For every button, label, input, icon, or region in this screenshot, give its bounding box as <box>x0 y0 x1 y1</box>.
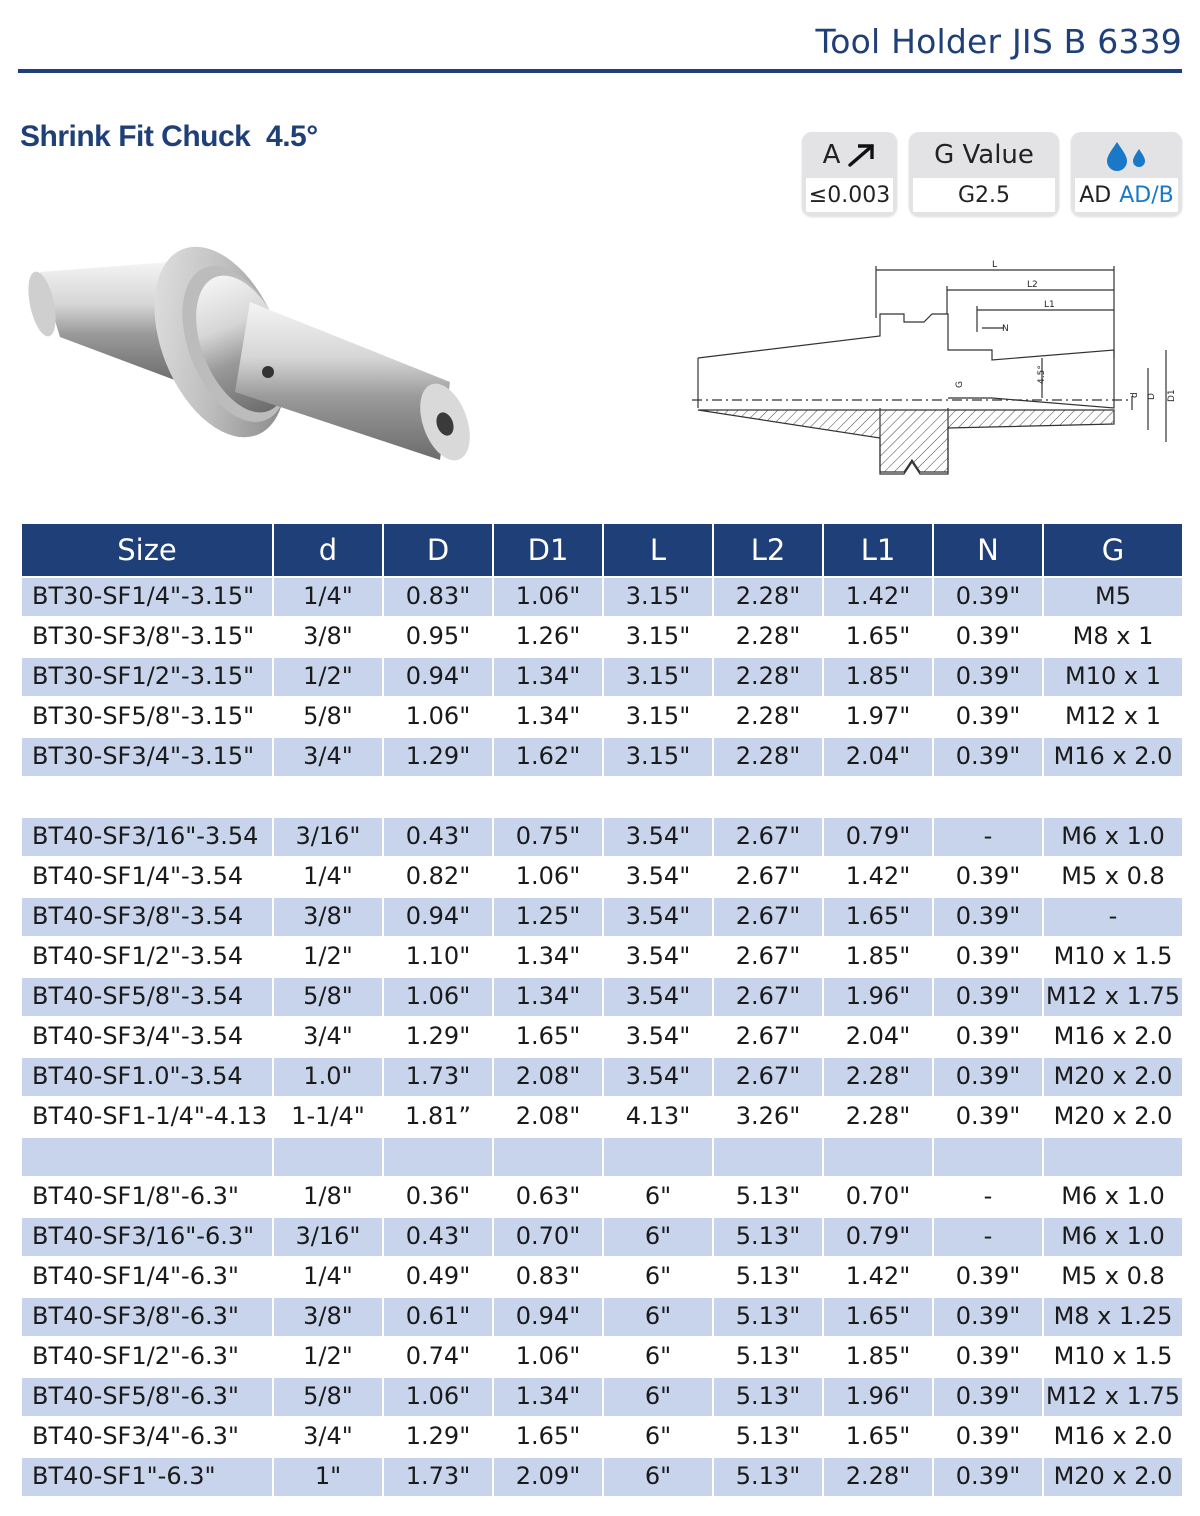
table-cell-l: 3.54" <box>603 937 713 977</box>
table-cell-d1: 1.26" <box>493 617 603 657</box>
table-cell-l <box>603 1137 713 1177</box>
drawing-label-l1: L1 <box>1044 300 1055 310</box>
table-cell-d: 3/4" <box>273 737 383 777</box>
drawing-label-d-small: d <box>1130 392 1140 398</box>
spec-table <box>22 524 1182 1496</box>
table-cell-l2: 5.13" <box>713 1177 823 1217</box>
table-cell-g: M6 x 1.0 <box>1043 1177 1182 1217</box>
table-cell-l: 6" <box>603 1217 713 1257</box>
table-cell-n <box>933 1137 1043 1177</box>
table-cell-d1: 1.65" <box>493 1417 603 1457</box>
table-cell-g: M5 x 0.8 <box>1043 857 1182 897</box>
table-cell-n: - <box>933 817 1043 857</box>
table-cell-n: 0.39" <box>933 617 1043 657</box>
table-row <box>22 817 1182 857</box>
spec-box-runout-value: ≤0.003 <box>806 178 893 212</box>
table-cell-size: BT40-SF5/8"-6.3" <box>22 1377 273 1417</box>
table-cell-g: M10 x 1.5 <box>1043 937 1182 977</box>
table-cell-n <box>933 777 1043 817</box>
table-cell-l2: 3.26" <box>713 1097 823 1137</box>
table-cell-l: 3.54" <box>603 1057 713 1097</box>
table-cell-d <box>273 777 383 817</box>
table-cell-d: 3/8" <box>273 897 383 937</box>
table-cell-g: M20 x 2.0 <box>1043 1057 1182 1097</box>
table-cell-l: 3.15" <box>603 577 713 617</box>
drawing-label-l2: L2 <box>1027 280 1038 290</box>
table-cell-l2: 2.67" <box>713 937 823 977</box>
table-row <box>22 1337 1182 1377</box>
table-cell-l2: 2.28" <box>713 577 823 617</box>
table-cell-d: 3/4" <box>273 1417 383 1457</box>
table-row <box>22 1297 1182 1337</box>
table-cell-d: 1.06" <box>383 977 493 1017</box>
table-cell-g: M16 x 2.0 <box>1043 737 1182 777</box>
table-cell-d: 0.83" <box>383 577 493 617</box>
table-cell-size: BT30-SF3/8"-3.15" <box>22 617 273 657</box>
table-cell-l1: 2.04" <box>823 737 933 777</box>
table-cell-d1: 1.65" <box>493 1017 603 1057</box>
table-cell-d1: 1.62" <box>493 737 603 777</box>
table-cell-l1: 1.96" <box>823 977 933 1017</box>
table-row <box>22 857 1182 897</box>
table-cell-d1: 1.06" <box>493 857 603 897</box>
spec-box-coolant-head <box>1071 132 1182 178</box>
table-cell-g: M10 x 1.5 <box>1043 1337 1182 1377</box>
table-cell-g <box>1043 1137 1182 1177</box>
table-cell-d: 1/4" <box>273 857 383 897</box>
table-cell-g: M16 x 2.0 <box>1043 1417 1182 1457</box>
table-cell-l2 <box>713 777 823 817</box>
table-cell-l: 3.15" <box>603 697 713 737</box>
table-row <box>22 697 1182 737</box>
table-cell-size: BT40-SF1.0"-3.54 <box>22 1057 273 1097</box>
table-cell-d: 1/4" <box>273 577 383 617</box>
table-cell-n: 0.39" <box>933 1257 1043 1297</box>
table-cell-d: 0.43" <box>383 817 493 857</box>
runout-arrow-icon <box>846 142 876 168</box>
table-row <box>22 937 1182 977</box>
table-cell-size <box>22 1137 273 1177</box>
table-cell-l2: 2.67" <box>713 977 823 1017</box>
table-row <box>22 1137 1182 1177</box>
table-cell-g: M5 <box>1043 577 1182 617</box>
table-cell-size: BT40-SF1-1/4"-4.13 <box>22 1097 273 1137</box>
table-cell-d: 1.06" <box>383 1377 493 1417</box>
table-cell-l2: 2.67" <box>713 1017 823 1057</box>
table-cell-l1: 2.04" <box>823 1017 933 1057</box>
spec-box-g-value-value: G2.5 <box>913 178 1055 212</box>
table-cell-d: 1.29" <box>383 1417 493 1457</box>
column-header-n: N <box>933 524 1043 577</box>
table-row <box>22 737 1182 777</box>
coolant-value-accent: AD/B <box>1119 182 1174 208</box>
table-cell-l1 <box>823 1137 933 1177</box>
table-cell-d: 1.29" <box>383 737 493 777</box>
table-cell-l: 3.54" <box>603 897 713 937</box>
table-cell-l1: 1.65" <box>823 1297 933 1337</box>
table-cell-l: 3.54" <box>603 857 713 897</box>
table-cell-l2: 2.28" <box>713 657 823 697</box>
table-cell-n: 0.39" <box>933 1457 1043 1496</box>
table-row <box>22 1017 1182 1057</box>
table-cell-l2: 5.13" <box>713 1457 823 1496</box>
table-cell-size: BT40-SF3/16"-3.54 <box>22 817 273 857</box>
table-cell-d: 0.82" <box>383 857 493 897</box>
table-cell-size: BT30-SF3/4"-3.15" <box>22 737 273 777</box>
table-cell-d1: 1.25" <box>493 897 603 937</box>
table-cell-l: 6" <box>603 1297 713 1337</box>
table-cell-l: 3.15" <box>603 657 713 697</box>
table-row <box>22 1377 1182 1417</box>
table-cell-d1: 0.94" <box>493 1297 603 1337</box>
table-cell-size: BT40-SF3/8"-3.54 <box>22 897 273 937</box>
table-cell-n: 0.39" <box>933 1017 1043 1057</box>
product-title: Shrink Fit Chuck 4.5° <box>20 120 318 153</box>
table-cell-l2: 2.67" <box>713 857 823 897</box>
table-cell-size: BT40-SF1/2"-6.3" <box>22 1337 273 1377</box>
table-cell-g: M20 x 2.0 <box>1043 1457 1182 1496</box>
table-cell-size: BT40-SF1/8"-6.3" <box>22 1177 273 1217</box>
table-cell-d: 3/4" <box>273 1017 383 1057</box>
table-cell-g: M6 x 1.0 <box>1043 817 1182 857</box>
table-cell-n: 0.39" <box>933 737 1043 777</box>
table-cell-n: 0.39" <box>933 697 1043 737</box>
spec-box-coolant <box>1071 132 1182 216</box>
table-cell-n: 0.39" <box>933 1097 1043 1137</box>
column-header-g: G <box>1043 524 1182 577</box>
table-cell-n: - <box>933 1177 1043 1217</box>
table-cell-d: 1.06" <box>383 697 493 737</box>
table-cell-g: M20 x 2.0 <box>1043 1097 1182 1137</box>
drawing-label-l: L <box>992 260 998 270</box>
table-cell-l2: 5.13" <box>713 1297 823 1337</box>
column-header-d: d <box>273 524 383 577</box>
table-cell-l2: 5.13" <box>713 1257 823 1297</box>
table-cell-size: BT40-SF1/4"-6.3" <box>22 1257 273 1297</box>
table-cell-l: 3.54" <box>603 1017 713 1057</box>
table-row <box>22 1457 1182 1496</box>
table-cell-l2: 5.13" <box>713 1337 823 1377</box>
table-row <box>22 1057 1182 1097</box>
table-cell-n: 0.39" <box>933 657 1043 697</box>
table-row <box>22 577 1182 617</box>
table-row <box>22 1217 1182 1257</box>
drawing-label-n: N <box>1002 324 1009 334</box>
table-cell-l1: 1.65" <box>823 617 933 657</box>
table-cell-d: 0.36" <box>383 1177 493 1217</box>
spec-box-coolant-value <box>1075 178 1178 212</box>
table-cell-d1: 1.34" <box>493 937 603 977</box>
table-cell-size: BT40-SF3/8"-6.3" <box>22 1297 273 1337</box>
table-cell-d1: 1.34" <box>493 697 603 737</box>
table-cell-l1: 1.85" <box>823 657 933 697</box>
table-cell-l1: 2.28" <box>823 1097 933 1137</box>
table-cell-l1: 1.42" <box>823 857 933 897</box>
table-cell-d: 3/16" <box>273 1217 383 1257</box>
table-cell-l: 6" <box>603 1337 713 1377</box>
table-cell-l: 6" <box>603 1377 713 1417</box>
table-cell-g: - <box>1043 897 1182 937</box>
coolant-value-primary: AD <box>1079 182 1112 208</box>
table-cell-l2: 5.13" <box>713 1217 823 1257</box>
column-header-d1: D1 <box>493 524 603 577</box>
table-cell-size: BT30-SF5/8"-3.15" <box>22 697 273 737</box>
product-photo <box>20 232 470 492</box>
drawing-label-d-large: D <box>1147 393 1157 400</box>
table-row <box>22 777 1182 817</box>
table-cell-n: - <box>933 1217 1043 1257</box>
technical-drawing <box>692 258 1182 483</box>
table-cell-l2: 5.13" <box>713 1417 823 1457</box>
table-cell-g: M16 x 2.0 <box>1043 1017 1182 1057</box>
table-cell-l1: 1.96" <box>823 1377 933 1417</box>
table-row <box>22 657 1182 697</box>
table-row <box>22 1177 1182 1217</box>
table-cell-d1: 1.34" <box>493 1377 603 1417</box>
table-cell-d <box>383 1137 493 1177</box>
table-cell-n: 0.39" <box>933 897 1043 937</box>
table-cell-l1 <box>823 777 933 817</box>
table-cell-g: M10 x 1 <box>1043 657 1182 697</box>
table-header-row <box>22 524 1182 577</box>
table-cell-size <box>22 777 273 817</box>
drawing-label-d1: D1 <box>1167 389 1177 402</box>
table-cell-size: BT30-SF1/2"-3.15" <box>22 657 273 697</box>
table-cell-d: 5/8" <box>273 1377 383 1417</box>
spec-box-g-value-head: G Value <box>934 140 1034 170</box>
table-cell-g: M8 x 1 <box>1043 617 1182 657</box>
table-cell-d1: 0.83" <box>493 1257 603 1297</box>
table-cell-d: 3/8" <box>273 1297 383 1337</box>
table-cell-l1: 0.70" <box>823 1177 933 1217</box>
table-cell-d1: 0.70" <box>493 1217 603 1257</box>
table-cell-d1: 1.06" <box>493 1337 603 1377</box>
table-cell-size: BT40-SF3/16"-6.3" <box>22 1217 273 1257</box>
table-cell-d: 0.74" <box>383 1337 493 1377</box>
table-cell-l <box>603 777 713 817</box>
table-cell-d: 1.10" <box>383 937 493 977</box>
table-cell-n: 0.39" <box>933 577 1043 617</box>
coolant-drops-icon <box>1102 138 1152 172</box>
table-cell-g: M12 x 1.75 <box>1043 977 1182 1017</box>
table-cell-g: M5 x 0.8 <box>1043 1257 1182 1297</box>
table-cell-g: M6 x 1.0 <box>1043 1217 1182 1257</box>
table-cell-l2: 2.67" <box>713 817 823 857</box>
table-cell-l1: 1.85" <box>823 1337 933 1377</box>
table-cell-d: 1" <box>273 1457 383 1496</box>
column-header-l2: L2 <box>713 524 823 577</box>
table-cell-l1: 1.42" <box>823 1257 933 1297</box>
table-cell-l2: 2.67" <box>713 897 823 937</box>
table-cell-l2: 2.67" <box>713 1057 823 1097</box>
table-cell-d1: 2.09" <box>493 1457 603 1496</box>
table-cell-size: BT40-SF3/4"-3.54 <box>22 1017 273 1057</box>
table-cell-d1: 1.34" <box>493 657 603 697</box>
table-cell-size: BT40-SF1/4"-3.54 <box>22 857 273 897</box>
spec-box-runout <box>802 132 897 216</box>
table-cell-n: 0.39" <box>933 1377 1043 1417</box>
table-row <box>22 1257 1182 1297</box>
table-cell-d: 1/8" <box>273 1177 383 1217</box>
table-cell-d1: 0.75" <box>493 817 603 857</box>
table-cell-d: 1.73" <box>383 1457 493 1496</box>
column-header-l1: L1 <box>823 524 933 577</box>
table-cell-l: 4.13" <box>603 1097 713 1137</box>
spec-box-g-value <box>909 132 1059 216</box>
table-cell-d1: 1.06" <box>493 577 603 617</box>
spec-box-runout-label: A <box>822 140 841 170</box>
spec-box-runout-head <box>802 132 897 178</box>
table-cell-g <box>1043 777 1182 817</box>
table-cell-g: M12 x 1.75 <box>1043 1377 1182 1417</box>
table-cell-n: 0.39" <box>933 1057 1043 1097</box>
column-header-d: D <box>383 524 493 577</box>
table-cell-l: 3.54" <box>603 977 713 1017</box>
table-cell-d: 1/2" <box>273 937 383 977</box>
column-header-l: L <box>603 524 713 577</box>
table-cell-size: BT40-SF3/4"-6.3" <box>22 1417 273 1457</box>
drawing-label-g: G <box>955 381 965 388</box>
table-row <box>22 1097 1182 1137</box>
table-cell-l1: 1.97" <box>823 697 933 737</box>
table-cell-d: 0.94" <box>383 657 493 697</box>
table-cell-d1 <box>493 777 603 817</box>
table-cell-d1: 2.08" <box>493 1097 603 1137</box>
table-cell-d: 1.73" <box>383 1057 493 1097</box>
table-cell-d1: 0.63" <box>493 1177 603 1217</box>
table-cell-n: 0.39" <box>933 857 1043 897</box>
table-cell-l1: 1.65" <box>823 897 933 937</box>
table-cell-n: 0.39" <box>933 1337 1043 1377</box>
table-cell-d: 0.49" <box>383 1257 493 1297</box>
table-cell-l: 3.15" <box>603 737 713 777</box>
table-cell-l: 3.54" <box>603 817 713 857</box>
table-cell-l2 <box>713 1137 823 1177</box>
header-rule <box>18 69 1182 73</box>
table-cell-d: 0.61" <box>383 1297 493 1337</box>
page-header-title: Tool Holder JIS B 6339 <box>815 22 1182 61</box>
table-cell-n: 0.39" <box>933 1417 1043 1457</box>
table-cell-size: BT30-SF1/4"-3.15" <box>22 577 273 617</box>
table-row <box>22 617 1182 657</box>
table-cell-size: BT40-SF1/2"-3.54 <box>22 937 273 977</box>
table-cell-size: BT40-SF1"-6.3" <box>22 1457 273 1496</box>
table-cell-l1: 1.85" <box>823 937 933 977</box>
table-cell-l: 6" <box>603 1457 713 1496</box>
table-row <box>22 1417 1182 1457</box>
table-cell-d <box>383 777 493 817</box>
table-cell-l: 6" <box>603 1177 713 1217</box>
table-cell-l2: 5.13" <box>713 1377 823 1417</box>
table-cell-size: BT40-SF5/8"-3.54 <box>22 977 273 1017</box>
table-cell-l: 3.15" <box>603 617 713 657</box>
table-cell-n: 0.39" <box>933 977 1043 1017</box>
table-cell-l1: 0.79" <box>823 1217 933 1257</box>
table-cell-g: M8 x 1.25 <box>1043 1297 1182 1337</box>
table-cell-d1 <box>493 1137 603 1177</box>
table-cell-l2: 2.28" <box>713 617 823 657</box>
table-cell-d1: 2.08" <box>493 1057 603 1097</box>
column-header-size: Size <box>22 524 273 577</box>
table-cell-l1: 2.28" <box>823 1057 933 1097</box>
table-cell-l2: 2.28" <box>713 737 823 777</box>
table-cell-d: 1.81” <box>383 1097 493 1137</box>
table-cell-d <box>273 1137 383 1177</box>
table-row <box>22 897 1182 937</box>
table-cell-d: 1/2" <box>273 1337 383 1377</box>
table-cell-l1: 0.79" <box>823 817 933 857</box>
table-cell-n: 0.39" <box>933 1297 1043 1337</box>
table-cell-d: 1.29" <box>383 1017 493 1057</box>
table-cell-d: 0.95" <box>383 617 493 657</box>
table-cell-d: 1/2" <box>273 657 383 697</box>
table-cell-l: 6" <box>603 1417 713 1457</box>
table-cell-l1: 1.42" <box>823 577 933 617</box>
table-cell-l: 6" <box>603 1257 713 1297</box>
table-cell-l1: 1.65" <box>823 1417 933 1457</box>
table-cell-d: 3/16" <box>273 817 383 857</box>
table-cell-d: 1.0" <box>273 1057 383 1097</box>
table-cell-d: 0.43" <box>383 1217 493 1257</box>
table-cell-l1: 2.28" <box>823 1457 933 1496</box>
table-cell-d: 1/4" <box>273 1257 383 1297</box>
table-cell-d: 5/8" <box>273 697 383 737</box>
table-cell-d1: 1.34" <box>493 977 603 1017</box>
table-cell-d: 0.94" <box>383 897 493 937</box>
table-body <box>22 577 1182 1496</box>
table-row <box>22 977 1182 1017</box>
table-cell-d: 3/8" <box>273 617 383 657</box>
table-cell-l2: 2.28" <box>713 697 823 737</box>
drawing-label-angle: 4.5° <box>1037 365 1047 384</box>
table-cell-d: 1-1/4" <box>273 1097 383 1137</box>
table-cell-g: M12 x 1 <box>1043 697 1182 737</box>
table-cell-d: 5/8" <box>273 977 383 1017</box>
table-cell-n: 0.39" <box>933 937 1043 977</box>
